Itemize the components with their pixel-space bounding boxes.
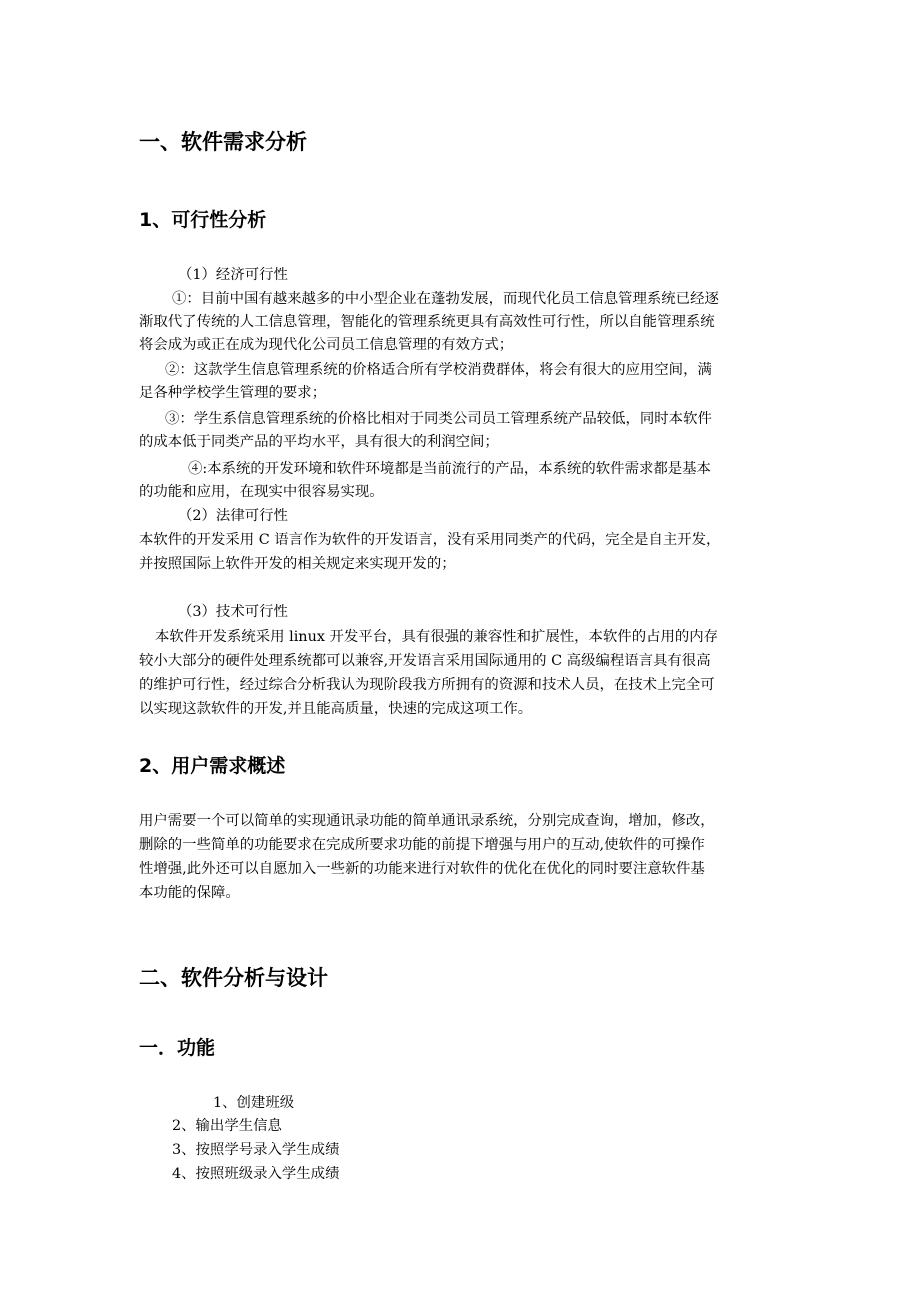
legal-line-1: 本软件的开发采用 C 语言作为软件的开发语言，没有采用同类产的代码，完全是自主开发， — [139, 532, 721, 548]
economic-item-3-line-2: 的成本低于同类产品的平均水平，具有很大的利润空间； — [139, 434, 499, 450]
technical-line-2: 较小大部分的硬件处理系统都可以兼容,开发语言采用国际通用的 C 高级编程语言具有很高 — [139, 653, 711, 669]
technical-line-1: 本软件开发系统采用 linux 开发平台，具有很强的兼容性和扩展性，本软件的占用的内存 — [155, 629, 719, 645]
technical-feasibility-heading: （3）技术可行性 — [178, 604, 288, 620]
feasibility-analysis-heading: 1、可行性分析 — [139, 209, 267, 231]
user-requirements-heading: 2、用户需求概述 — [139, 755, 286, 777]
economic-item-2-line-2: 足各种学校学生管理的要求； — [139, 385, 327, 401]
function-item-2: 2、输出学生信息 — [172, 1118, 282, 1134]
economic-item-1-line-2: 渐取代了传统的人工信息管理，智能化的管理系统更具有高效性可行性，所以自能管理系统 — [139, 314, 715, 330]
user-requirements-line-4: 本功能的保障。 — [139, 885, 240, 901]
function-item-3: 3、按照学号录入学生成绩 — [172, 1142, 340, 1158]
technical-line-3: 的维护可行性，经过综合分析我认为现阶段我方所拥有的资源和技术人员，在技术上完全可 — [139, 677, 715, 693]
economic-feasibility-heading: （1）经济可行性 — [178, 267, 288, 283]
functions-heading: 一．功能 — [139, 1037, 216, 1059]
economic-item-4-line-2: 的功能和应用，在现实中很容易实现。 — [139, 484, 384, 500]
section-1-title: 一、软件需求分析 — [139, 130, 307, 154]
section-2-title: 二、软件分析与设计 — [139, 966, 328, 990]
user-requirements-line-2: 删除的一些简单的功能要求在完成所要求功能的前提下增强与用户的互动,使软件的可操作 — [139, 837, 705, 853]
legal-feasibility-heading: （2）法律可行性 — [178, 508, 288, 524]
technical-line-4: 以实现这款软件的开发,并且能高质量，快速的完成这项工作。 — [139, 701, 533, 717]
economic-item-1-line-3: 将会成为或正在成为现代化公司员工信息管理的有效方式； — [139, 337, 514, 353]
economic-item-2-line-1: ②：这款学生信息管理系统的价格适合所有学校消费群体，将会有很大的应用空间，满 — [165, 362, 712, 378]
economic-item-1-line-1: ①：目前中国有越来越多的中小型企业在蓬勃发展，而现代化员工信息管理系统已经逐 — [172, 291, 719, 307]
user-requirements-line-3: 性增强,此外还可以自愿加入一些新的功能来进行对软件的优化在优化的同时要注意软件基 — [139, 861, 705, 877]
economic-item-3-line-1: ③：学生系信息管理系统的价格比相对于同类公司员工管理系统产品较低，同时本软件 — [165, 411, 712, 427]
user-requirements-line-1: 用户需要一个可以简单的实现通讯录功能的简单通讯录系统，分别完成查询，增加，修改， — [139, 813, 715, 829]
legal-line-2: 并按照国际上软件开发的相关规定来实现开发的； — [139, 556, 456, 572]
function-item-1: 1、创建班级 — [213, 1095, 295, 1111]
function-item-4: 4、按照班级录入学生成绩 — [172, 1166, 340, 1182]
economic-item-4-line-1: ④:本系统的开发环境和软件环境都是当前流行的产品，本系统的软件需求都是基本 — [188, 461, 711, 477]
